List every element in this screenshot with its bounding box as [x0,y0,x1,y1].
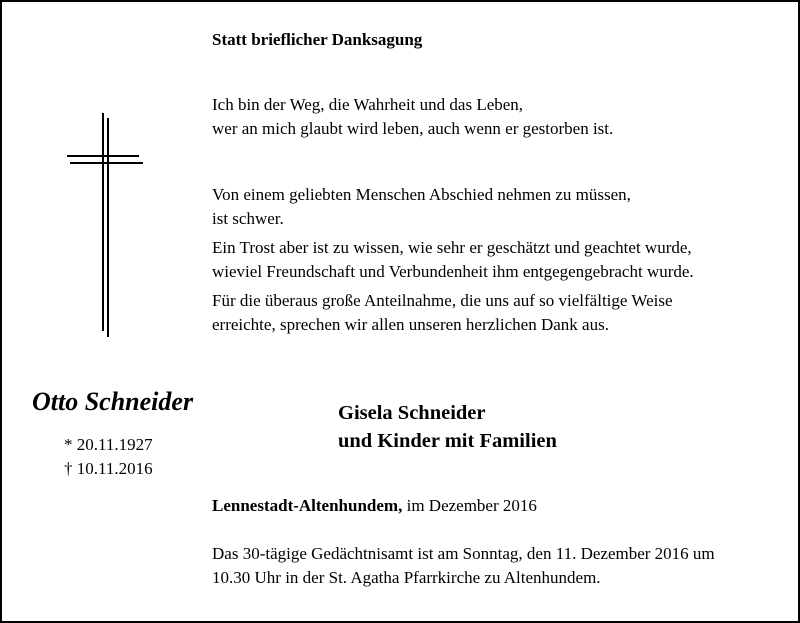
paragraph-line: Ein Trost aber ist zu wissen, wie sehr er geschätzt und geachtet wurde, [212,238,692,257]
paragraph-comfort [212,236,694,283]
mass-notice-line: Das 30-tägige Gedächtnisamt ist am Sonntag, den 11. Dezember 2016 um [212,544,715,563]
death-date: † 10.11.2016 [64,459,153,478]
family-line: Gisela Schneider [338,402,486,424]
notice-heading: Statt brieflicher Danksagung [212,30,423,49]
paragraph-line: Für die überaus große Anteilnahme, die uns auf so vielfältige Weise [212,291,673,310]
paragraph-line: erreichte, sprechen wir allen unseren herzlichen Dank aus. [212,314,609,334]
life-dates [64,433,153,481]
memorial-mass-notice [212,542,715,589]
paragraph-line: Von einem geliebten Menschen Abschied nehmen zu müssen, [212,185,631,204]
family-signature [338,399,557,455]
family-line: und Kinder mit Familien [338,430,557,452]
bible-verse [212,93,613,140]
place-town: Lennestadt-Altenhundem, [212,496,403,515]
paragraph-line: wieviel Freundschaft und Verbundenheit ihm entgegengebracht wurde. [212,261,694,281]
birth-date: * 20.11.1927 [64,435,153,454]
deceased-name: Otto Schneider [32,387,194,416]
paragraph-thanks [212,289,673,336]
place-month: im Dezember 2016 [402,496,537,515]
verse-line: wer an mich glaubt wird leben, auch wenn er gestorben ist. [212,118,614,138]
paragraph-line: ist schwer. [212,208,284,228]
paragraph-farewell [212,183,631,230]
mass-notice-line: 10.30 Uhr in der St. Agatha Pfarrkirche zu Altenhundem. [212,567,601,587]
verse-line: Ich bin der Weg, die Wahrheit und das Leben, [212,95,524,114]
place-date [212,495,537,517]
